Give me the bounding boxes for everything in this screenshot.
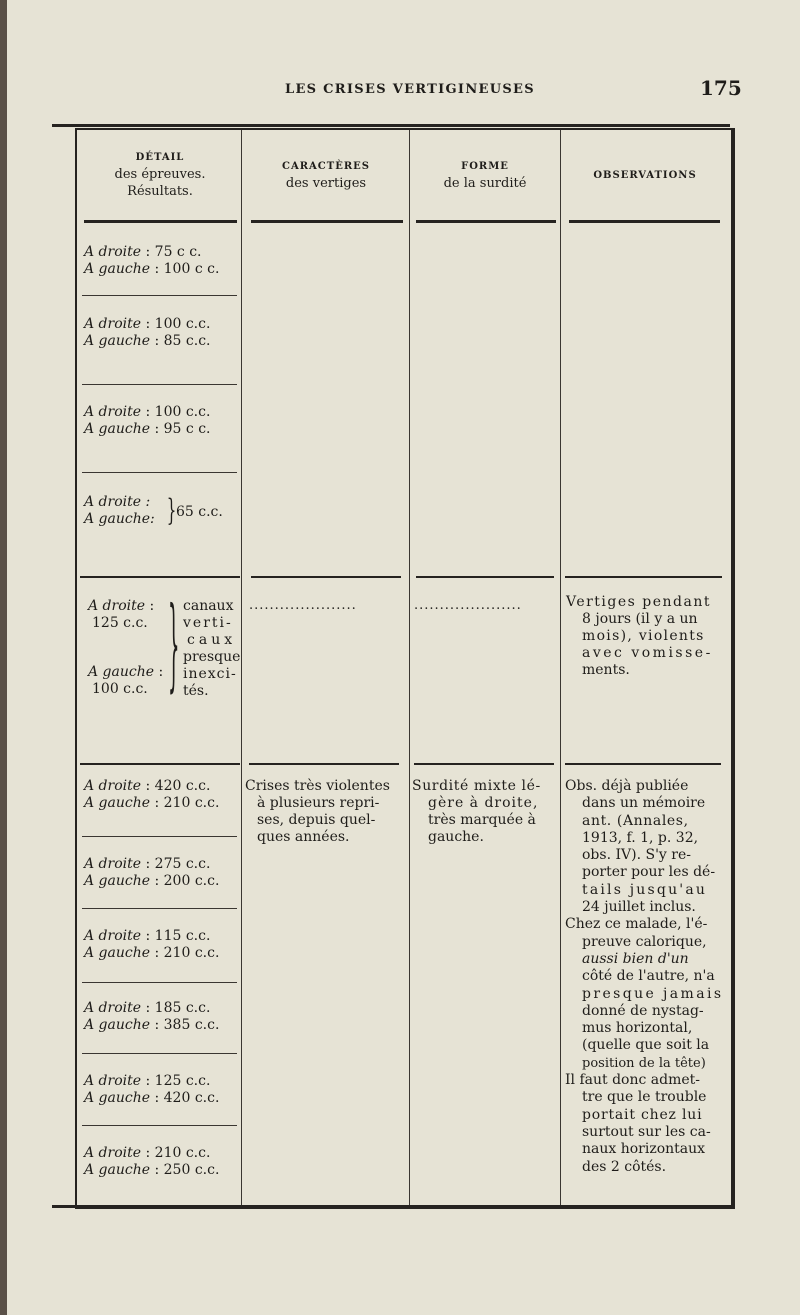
brace-symbol: } [168, 585, 180, 702]
case-separator [416, 576, 554, 578]
table-bottom-rule [52, 1205, 732, 1208]
header-rule-3 [416, 220, 556, 223]
table-top-rule [52, 124, 730, 127]
header-caracteres: CARACTÈRES des vertiges [282, 161, 370, 191]
row-separator [82, 908, 237, 909]
test-entry: A droite : A gauche: [84, 494, 155, 527]
row-separator [82, 384, 237, 385]
case2-gauche: A gauche : 100 c.c. [88, 664, 164, 697]
case-separator [80, 576, 240, 578]
header-rule-1 [84, 220, 237, 223]
page-binding-edge [0, 0, 7, 1315]
row-separator [82, 295, 237, 296]
header-rule-2 [251, 220, 403, 223]
brace-symbol: } [166, 493, 177, 528]
row-separator [82, 472, 237, 473]
case3-observations: Obs. déjà publiée dans un mémoire ant. (Annales, 1913, f. 1, p. 32, obs. IV). S'y re- porter pour les dé- tails jusqu'au 24 juillet inclus. Chez ce malade, l'é- preuve calorique, aussi bien d'un côté de l'autre, n'a presque jamais donné de nystag- mus horizontal, (quelle que soit la position de la tête) Il faut donc admet- tre que le trouble portait chez lui surtout sur les ca- naux horizontaux des 2 côtés. [565, 778, 724, 1175]
page-number: 175 [700, 76, 742, 100]
row-separator [82, 1053, 237, 1054]
row-separator [82, 836, 237, 837]
test-entry: A droite : 100 c.c. A gauche : 95 c c. [84, 404, 211, 437]
test-entry: A droite : 115 c.c. A gauche : 210 c.c. [84, 928, 220, 961]
case3-surdite: Surdité mixte lé- gère à droite, très marquée à gauche. [412, 778, 541, 845]
column-divider-2 [409, 130, 410, 1205]
case3-vertiges: Crises très violentes à plusieurs repri- ses, depuis quel- ques années. [245, 778, 390, 845]
case-separator [251, 576, 401, 578]
case-separator [80, 763, 240, 765]
header-rule-4 [569, 220, 720, 223]
row-separator [82, 1125, 237, 1126]
case-separator [414, 763, 554, 765]
test-entry: A droite : 100 c.c. A gauche : 85 c.c. [84, 316, 211, 349]
case-separator [249, 763, 399, 765]
running-title: LES CRISES VERTIGINEUSES [285, 82, 535, 97]
case-separator [565, 576, 722, 578]
column-divider-1 [241, 130, 242, 1205]
row-separator [82, 982, 237, 983]
shared-value: 65 c.c. [176, 504, 223, 520]
dotted-leader: ..................... [249, 598, 357, 613]
case2-canaux-note: canaux verti- caux presque inexci- tés. [183, 598, 241, 699]
dotted-leader: ..................... [414, 598, 522, 613]
test-entry: A droite : 185 c.c. A gauche : 385 c.c. [84, 1000, 220, 1033]
test-entry: A droite : 210 c.c. A gauche : 250 c.c. [84, 1145, 220, 1178]
header-observations: OBSERVATIONS [593, 170, 697, 181]
case2-droite: A droite : 125 c.c. [88, 598, 155, 631]
header-forme: FORME de la surdité [443, 161, 527, 191]
test-entry: A droite : 125 c.c. A gauche : 420 c.c. [84, 1073, 220, 1106]
column-divider-3 [560, 130, 561, 1205]
test-entry: A droite : 420 c.c. A gauche : 210 c.c. [84, 778, 220, 811]
case-separator [565, 763, 721, 765]
header-detail: DÉTAIL des épreuves. Résultats. [114, 152, 206, 199]
test-entry: A droite : 75 c c. A gauche : 100 c c. [84, 244, 220, 277]
test-entry: A droite : 275 c.c. A gauche : 200 c.c. [84, 856, 220, 889]
case2-observations: Vertiges pendant 8 jours (il y a un mois), violents avec vomisse- ments. [566, 594, 713, 678]
